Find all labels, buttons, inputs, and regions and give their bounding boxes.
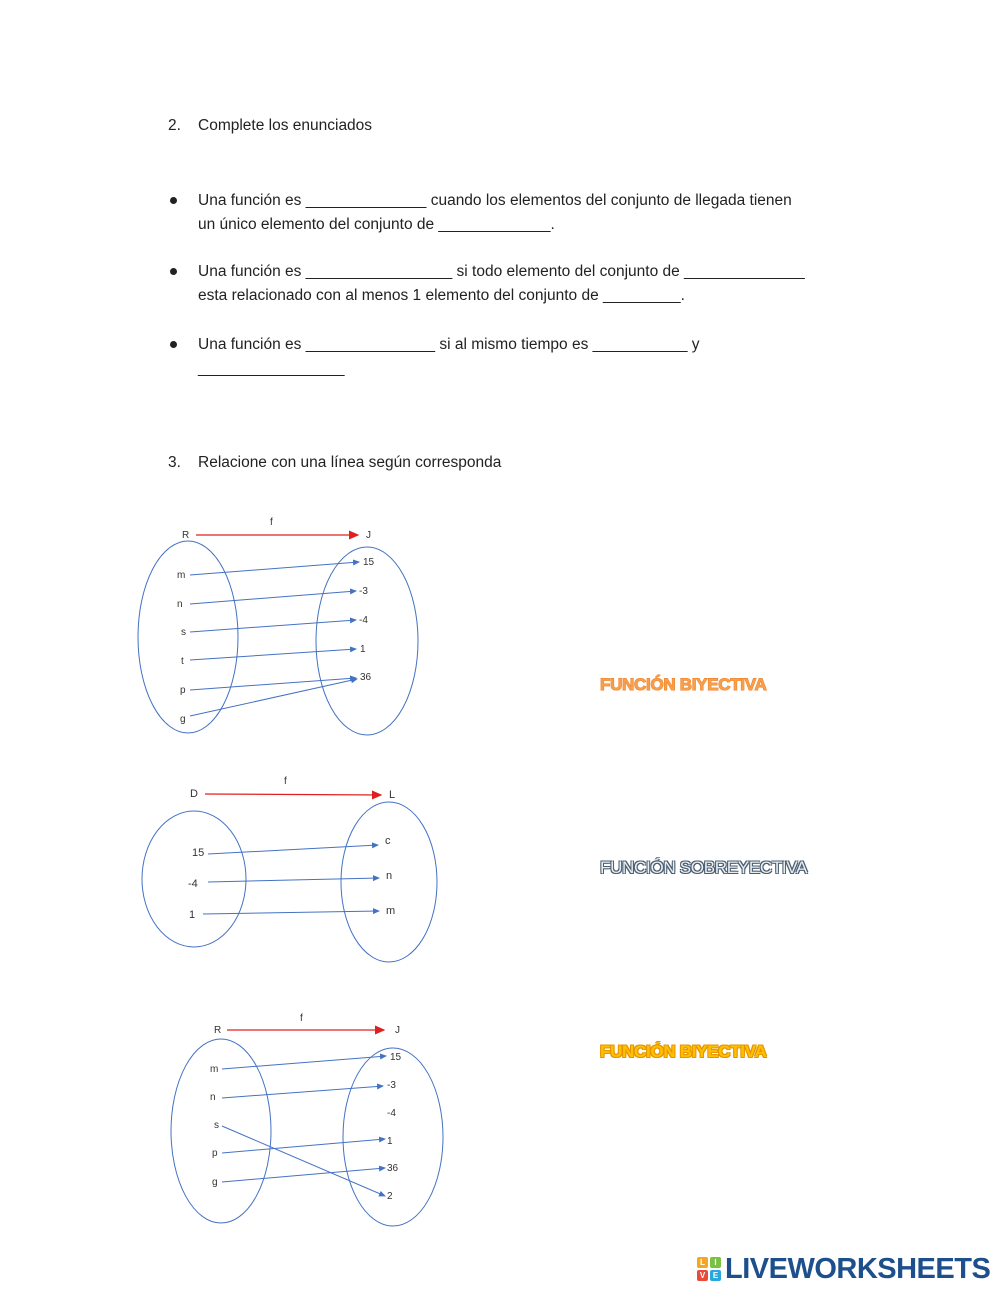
logo-mark-e: E [710, 1270, 721, 1281]
diagram-1-mapping-t [190, 649, 356, 660]
diagram-2-domain-15: 15 [192, 847, 205, 859]
diagram-1 [138, 517, 418, 735]
diagram-2-domain-name: D [190, 788, 198, 800]
diagram-2-codomain-m: m [386, 905, 396, 917]
diagram-2 [142, 776, 437, 962]
diagram-1-domain-n: n [177, 599, 183, 610]
diagram-1-mapping-m [190, 562, 359, 575]
diagram-3-codomain-set [343, 1048, 443, 1226]
diagram-1-codomain-15: 15 [363, 557, 375, 568]
section-3-number: 3. [168, 454, 181, 471]
diagram-3-mapping-g [222, 1168, 385, 1182]
diagram-1-codomain-set [316, 547, 418, 735]
logo-mark-i: I [710, 1257, 721, 1268]
diagram-1-codomain-neg3: -3 [359, 586, 368, 597]
diagram-3-domain-g: g [212, 1177, 218, 1188]
logo-mark-icon [697, 1257, 721, 1281]
diagram-3-mapping-s [222, 1126, 385, 1196]
section-2-number: 2. [168, 117, 181, 134]
diagram-1-mapping-p [190, 678, 356, 690]
liveworksheets-logo [697, 1252, 990, 1286]
diagram-1-domain-name: R [182, 530, 190, 541]
section-3-heading: Relacione con una línea según corresponda [198, 454, 502, 471]
diagram-1-mapping-g [190, 679, 357, 716]
diagram-1-codomain-name: J [366, 530, 371, 541]
answer-label-biyectiva-1: FUNCIÓN BIYECTIVA [600, 675, 767, 694]
diagram-2-codomain-c: c [385, 835, 391, 847]
diagram-2-mapping-15 [208, 845, 378, 854]
diagram-1-codomain-36: 36 [360, 672, 372, 683]
bullet-1-line1: Una función es ______________ cuando los elementos del conjunto de llegada tienen [198, 192, 792, 209]
logo-mark-v: V [697, 1270, 708, 1281]
diagram-3-codomain-15: 15 [390, 1052, 402, 1063]
diagram-1-domain-m: m [177, 570, 186, 581]
diagram-3-codomain-neg4: -4 [387, 1108, 396, 1119]
diagram-3-mapping-m [222, 1056, 386, 1069]
diagram-2-domain-1: 1 [189, 909, 196, 921]
bullet-2-line2: esta relacionado con al menos 1 elemento del conjunto de _________. [198, 287, 685, 304]
diagram-1-function-label: f [270, 517, 273, 528]
diagram-1-codomain-1: 1 [360, 644, 366, 655]
diagram-3-domain-name: R [214, 1025, 222, 1036]
diagram-1-domain-s: s [181, 627, 186, 638]
diagram-3-domain-s: s [214, 1120, 219, 1131]
diagram-3-codomain-name: J [395, 1025, 400, 1036]
diagram-1-domain-p: p [180, 685, 186, 696]
diagram-3-mapping-p [222, 1139, 385, 1153]
diagram-2-function-arrow [205, 794, 381, 795]
diagram-2-domain-neg4: -4 [188, 878, 198, 890]
answer-label-biyectiva-2: FUNCIÓN BIYECTIVA [600, 1042, 767, 1061]
diagram-1-domain-set [138, 541, 238, 733]
logo-mark-l: L [697, 1257, 708, 1268]
diagram-1-mapping-s [190, 620, 356, 632]
answer-label-sobreyectiva: FUNCIÓN SOBREYECTIVA [600, 858, 808, 877]
diagram-2-mapping-neg4 [208, 878, 379, 882]
bullet-3-line2: _________________ [198, 360, 345, 377]
diagram-3-domain-m: m [210, 1064, 219, 1075]
diagram-2-codomain-n: n [386, 870, 393, 882]
diagram-3-codomain-1: 1 [387, 1136, 393, 1147]
diagram-1-domain-g: g [180, 714, 186, 725]
section-2-heading: Complete los enunciados [198, 117, 373, 134]
diagram-3-codomain-2: 2 [387, 1191, 393, 1202]
diagram-2-codomain-name: L [389, 789, 396, 801]
diagram-2-codomain-set [341, 802, 437, 962]
diagram-3-codomain-36: 36 [387, 1163, 399, 1174]
diagram-3-function-label: f [300, 1013, 303, 1024]
diagram-1-codomain-neg4: -4 [359, 615, 368, 626]
bullet-3-line1: Una función es _______________ si al mismo tiempo es ___________ y [198, 336, 700, 353]
diagram-1-domain-t: t [181, 656, 184, 667]
diagram-2-function-label: f [284, 776, 287, 787]
bullet-2-line1: Una función es _________________ si todo elemento del conjunto de ______________ [198, 263, 805, 280]
bullet-1-line2: un único elemento del conjunto de _____________. [198, 216, 555, 233]
diagram-3-domain-p: p [212, 1148, 218, 1159]
diagram-3-codomain-neg3: -3 [387, 1080, 396, 1091]
diagram-3 [171, 1013, 443, 1226]
logo-text: LIVEWORKSHEETS [725, 1252, 991, 1285]
diagram-3-mapping-n [222, 1086, 383, 1098]
diagram-2-mapping-1 [203, 911, 379, 914]
diagram-1-mapping-n [190, 591, 356, 604]
diagram-3-domain-n: n [210, 1092, 216, 1103]
